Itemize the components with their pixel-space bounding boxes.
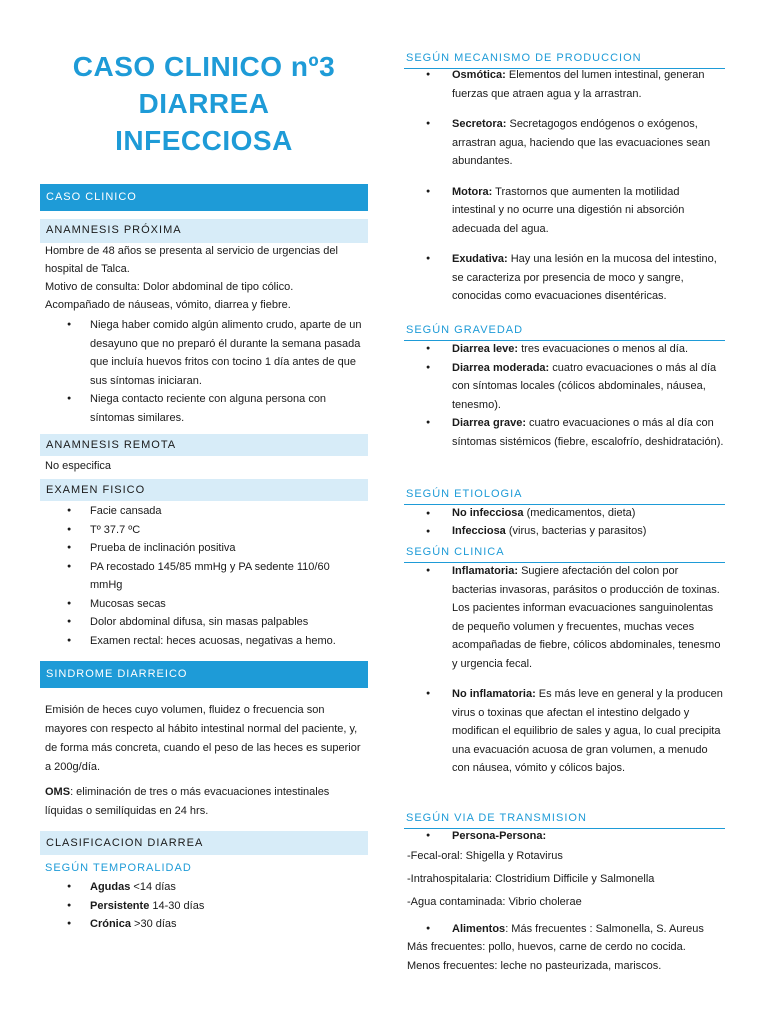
list-item (45, 878, 363, 897)
list-item (404, 685, 725, 778)
menos-frecuentes-line: Menos frecuentes: leche no pasteurizada, mariscos. (407, 960, 662, 972)
term: Osmótica: (452, 69, 506, 81)
mecanismo-header: SEGÚN MECANISMO DE PRODUCCION (404, 51, 725, 69)
anamnesis-paragraph: Hombre de 48 años se presenta al servicio de urgencias del hospital de Talca. (45, 245, 338, 275)
list-item: ● Facie cansada (45, 502, 363, 521)
list-item: ● Examen rectal: heces acuosas, negativas a hemo. (45, 632, 363, 651)
examen-fisico-header: EXAMEN FISICO (40, 479, 368, 501)
list-item: ● Prueba de inclinación positiva (45, 539, 363, 558)
list-item: ● Dolor abdominal difusa, sin masas palpables (45, 613, 363, 632)
list-item (404, 359, 725, 415)
list-item: ● Mucosas secas (45, 595, 363, 614)
alimentos-text (407, 938, 727, 976)
clinica-list (404, 562, 725, 778)
oms-text: : eliminación de tres o más evacuaciones intestinales líquidas o semilíquidas en 24 hrs. (45, 786, 330, 817)
intrahospitalaria-line: -Intrahospitalaria: Clostridium Difficile y Salmonella (407, 873, 655, 885)
desc: tres evacuaciones o menos al día. (518, 343, 689, 355)
mas-frecuentes-line: Más frecuentes: pollo, huevos, carne de cerdo no cocida. (407, 941, 686, 953)
sindrome-text (45, 701, 363, 821)
desc: >30 días (130, 918, 177, 930)
term: Exudativa: (452, 253, 508, 265)
desc: cuatro evacuaciones o más al día con síntomas locales (cólicos abdominales, náusea, tenesmo). (452, 361, 717, 411)
term: Persistente (90, 899, 150, 912)
list-item (404, 115, 725, 171)
clasificacion-header: CLASIFICACION DIARREA (40, 831, 368, 855)
list-item (404, 562, 725, 673)
anamnesis-paragraph: Motivo de consulta: Dolor abdominal de tipo cólico. (45, 281, 294, 293)
clinica-header: SEGÚN CLINICA (404, 545, 725, 563)
list-item (404, 340, 725, 359)
oms-definition (45, 783, 363, 821)
list-item: ● PA recostado 145/85 mmHg y PA sedente 110/60 mmHg (45, 558, 363, 595)
term: Motora: (452, 185, 493, 198)
list-item (404, 523, 725, 541)
sindrome-diarreico-header: SINDROME DIARREICO (40, 661, 368, 688)
term: Diarrea moderada: (452, 361, 550, 374)
temporalidad-header: SEGÚN TEMPORALIDAD (45, 862, 192, 874)
desc: Es más leve en general y la producen virus o toxinas que afectan el intestino delgado y modifican el equilibrio de sales y agua, lo cual precipita una evacuación acuosa de gran volumen, a menudo con náusea, vómito y cólicos bajos. (452, 688, 723, 774)
desc: Hay una lesión en la mucosa del intestino, se caracteriza por presencia de moco y sangre, conocidas como evacuaciones disentéricas. (452, 253, 717, 302)
term: No infecciosa (452, 507, 524, 519)
list-item (45, 897, 363, 916)
desc: 14-30 días (149, 899, 205, 912)
etiologia-header: SEGÚN ETIOLOGIA (404, 487, 725, 505)
page-title (40, 48, 368, 159)
alimentos-list (404, 920, 725, 939)
list-item (404, 183, 725, 239)
anamnesis-remota-text: No especifica (45, 460, 112, 472)
agua-contaminada-line: -Agua contaminada: Vibrio cholerae (407, 896, 582, 908)
term: Inflamatoria: (452, 565, 519, 577)
term: Diarrea leve: (452, 343, 519, 355)
etiologia-list (404, 505, 725, 540)
term: No inflamatoria: (452, 688, 536, 700)
desc: Secretagogos endógenos o exógenos, arrastran agua, haciendo que las evacuaciones sean abundantes. (452, 118, 711, 167)
list-item: ● Niega haber comido algún alimento crudo, aparte de un desayuno que no preparó él durante la semana pasada que incluía huevos fritos con tocino 1 día antes de que sus síntomas iniciaran. (45, 316, 363, 390)
desc: Trastornos que aumenten la motilidad intestinal y no ocurre una digestión ni absorción adecuada del agua. (452, 185, 685, 235)
list-item (404, 505, 725, 523)
list-item (404, 920, 725, 939)
mecanismo-list (404, 66, 725, 306)
temporalidad-list (45, 878, 363, 934)
desc: (virus, bacterias y parasitos) (505, 524, 647, 537)
caso-clinico-header: CASO CLINICO (40, 184, 368, 211)
title-line-1: CASO CLINICO nº3 (72, 51, 336, 82)
anamnesis-proxima-header: ANAMNESIS PRÓXIMA (40, 219, 368, 243)
list-item: ● Tº 37.7 ºC (45, 521, 363, 540)
fecal-oral-line: -Fecal-oral: Shigella y Rotavirus (407, 850, 563, 862)
list-item (404, 827, 725, 846)
title-line-3: INFECCIOSA (115, 125, 293, 156)
transmision-header: SEGÚN VIA DE TRANSMISION (404, 811, 725, 829)
list-item (45, 915, 363, 934)
term: Persona-Persona (452, 830, 543, 842)
term: Alimentos (452, 923, 506, 935)
desc: : Más frecuentes : Salmonella, S. Aureus (505, 923, 704, 935)
list-item (404, 250, 725, 306)
term: Infecciosa (452, 524, 506, 537)
gravedad-list (404, 340, 725, 451)
desc: (medicamentos, dieta) (523, 507, 636, 519)
anamnesis-paragraph: Acompañado de náuseas, vómito, diarrea y fiebre. (45, 299, 291, 311)
sindrome-definition: Emisión de heces cuyo volumen, fluidez o frecuencia son mayores con respecto al hábito intestinal normal del paciente, y, de forma más concreta, cuando el peso de las heces es superior a 200g/día. (45, 704, 361, 773)
gravedad-header: SEGÚN GRAVEDAD (404, 323, 725, 341)
anamnesis-proxima-text (45, 242, 363, 314)
desc: Sugiere afectación del colon por bacterias invasoras, parásitos o producción de toxinas. Los pacientes informan evacuaciones sanguinolentas de pequeño volumen y frecuentes, muchas veces acompañadas de fiebre, cólicos abdominales, tenesmo y urgencia fecal. (452, 565, 721, 670)
colon: : (542, 830, 547, 842)
transmision-text (407, 847, 727, 912)
examen-fisico-list (45, 502, 363, 650)
title-line-2: DIARREA (138, 88, 270, 119)
term: Crónica (90, 918, 131, 930)
oms-label: OMS (45, 786, 71, 798)
desc: Elementos del lumen intestinal, generan fuerzas que atraen agua y la arrastran. (452, 69, 705, 100)
anamnesis-remota-header: ANAMNESIS REMOTA (40, 434, 368, 456)
term: Diarrea grave: (452, 417, 526, 429)
anamnesis-bullet-list (45, 316, 363, 427)
desc: cuatro evacuaciones o más al día con síntomas sistémicos (fiebre, escalofrío, deshidratación). (452, 417, 724, 448)
list-item (404, 414, 725, 451)
term: Agudas (90, 881, 131, 893)
desc: <14 días (130, 881, 176, 893)
list-item: ● Niega contacto reciente con alguna persona con síntomas similares. (45, 390, 363, 427)
transmision-list (404, 827, 725, 846)
list-item (404, 66, 725, 103)
term: Secretora: (452, 118, 507, 130)
